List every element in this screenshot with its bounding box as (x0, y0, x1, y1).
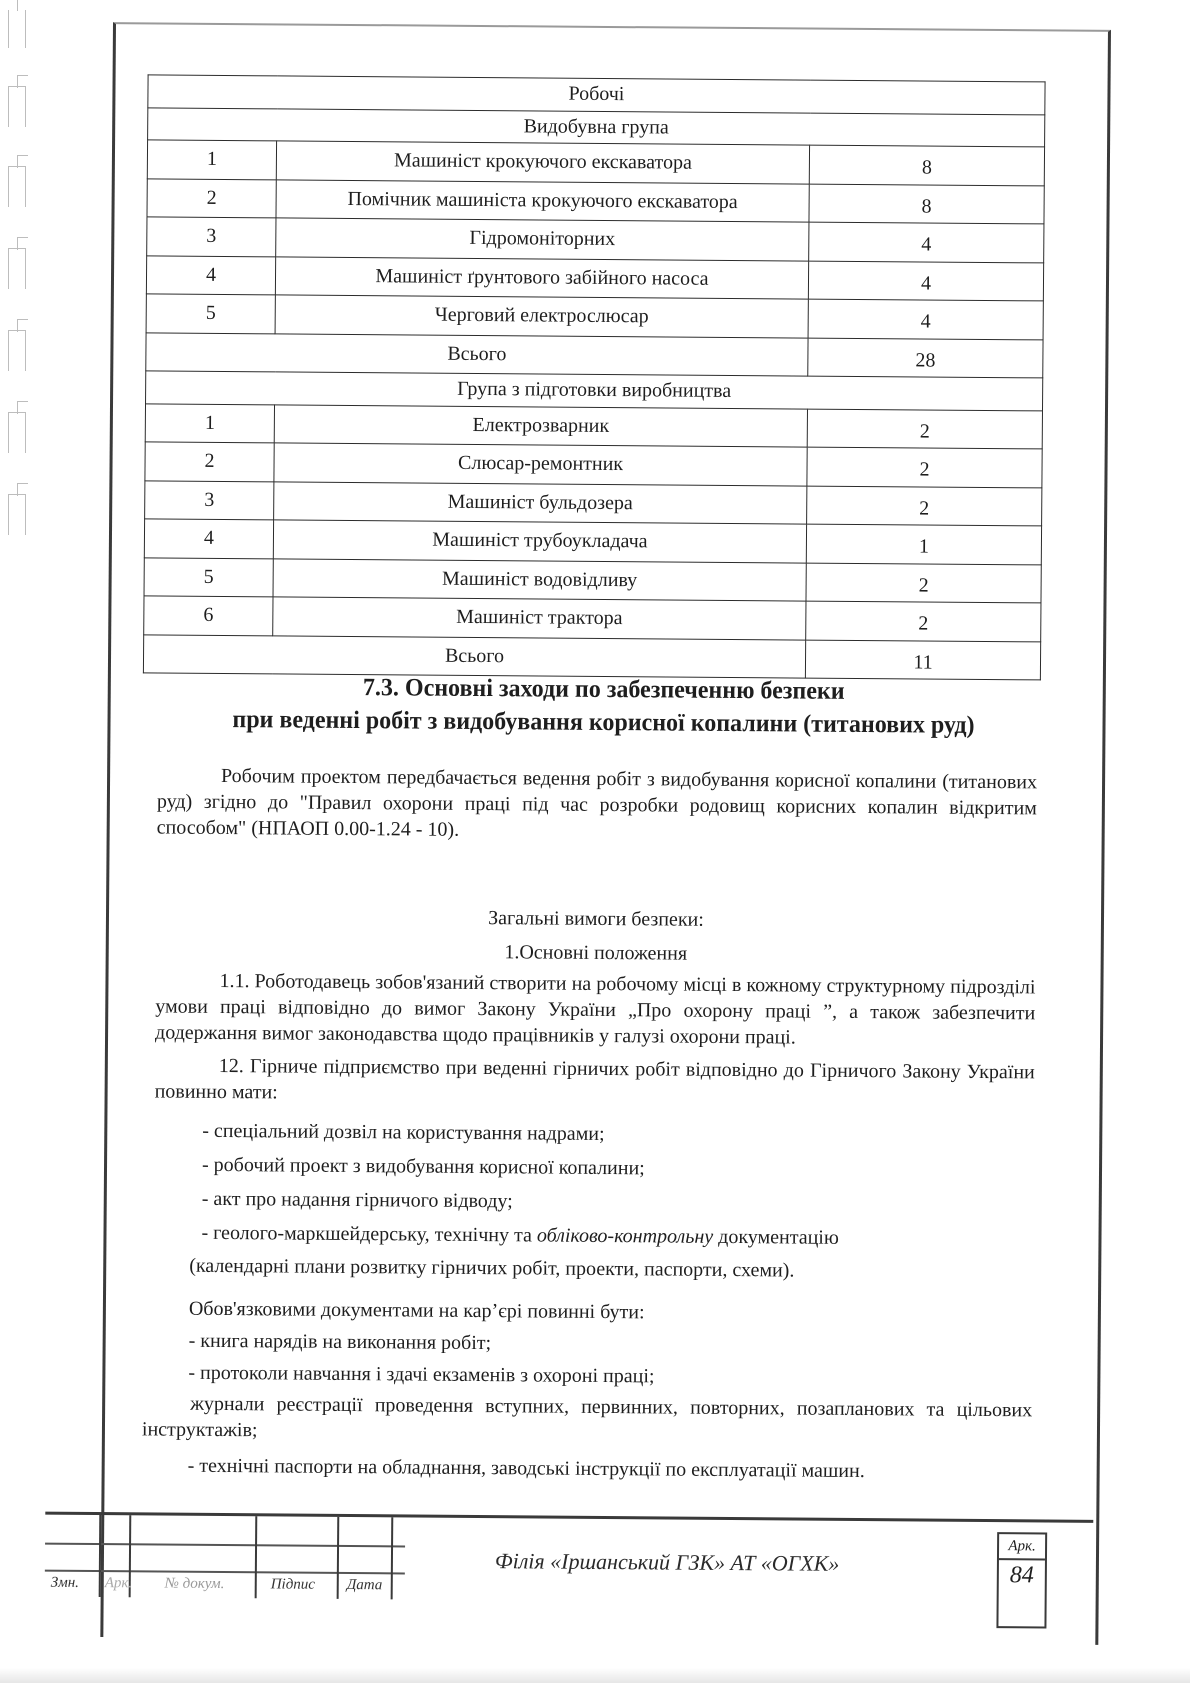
section-title-line1: 7.3. Основні заходи по забезпеченню безпеки (362, 674, 845, 705)
intro-paragraph: Робочим проектом передбачається ведення робіт з видобування корисної копалини (титанових руд) згідно до "Правил охорони праці під час розробки родовищ корисних копалин відкритим способом" (НПАОП 0.00-1.24 - 10). (156, 764, 1038, 841)
row-number: 4 (146, 255, 275, 295)
row-position: Машиніст трубоукладача (273, 520, 806, 563)
row-count: 2 (806, 601, 1041, 641)
binding-mark (8, 412, 26, 453)
row-count: 2 (807, 447, 1042, 487)
stamp-label-sheet: Арк. (104, 1575, 133, 1592)
row-position: Слюсар-ремонтник (274, 443, 807, 486)
list-item-text: документацію (713, 1225, 839, 1249)
list-item: - технічні паспорти на обладнання, заводські інструкції по експлуатації машин. (187, 1454, 865, 1483)
stamp-label-doc-number: № докум. (164, 1575, 225, 1593)
row-position: Машиніст трактора (273, 597, 806, 640)
stamp-label-change: Змн. (50, 1574, 80, 1591)
row-count: 4 (808, 299, 1043, 339)
title-block-stamp (44, 1512, 1093, 1629)
row-number: 5 (144, 557, 273, 597)
general-requirements-heading: Загальні вимоги безпеки: (488, 907, 704, 931)
binding-mark (8, 248, 26, 289)
row-number: 1 (145, 403, 274, 443)
list-item-text: - геолого-маркшейдерську, технічну та (201, 1221, 537, 1247)
scan-edge-shadow (0, 1668, 1190, 1683)
binding-mark (8, 166, 26, 207)
paragraph-1-1: 1.1. Роботодавець зобов'язаний створити на робочому місці в кожному структурному підрозділі умови праці відповідно до вимог Закону України „Про охорону праці ”, а також забезпечити додержання вимог законодавства щодо працівників у галузі охорони праці. (154, 969, 1036, 1049)
row-count: 8 (809, 145, 1044, 185)
row-number: 3 (145, 480, 274, 520)
row-number: 3 (147, 217, 276, 257)
table-header: Робочі (148, 75, 1045, 115)
row-count: 8 (809, 184, 1044, 224)
organization-name: Філія «Іршанський ГЗК» АТ «ОГХК» (494, 1548, 840, 1576)
total-label: Всього (143, 634, 805, 678)
journals-paragraph: журнали реєстрації проведення вступних, первинних, повторних, позапланових та цільових інструктажів; (141, 1392, 1033, 1442)
row-number: 6 (144, 596, 273, 636)
binding-mark (8, 86, 26, 127)
section-title-line2: при веденні робіт з видобування корисної копалини (титанових руд) (232, 706, 975, 739)
row-position: Черговий електрослюсар (275, 295, 808, 338)
sheet-number-box (996, 1532, 1047, 1628)
list-item-continuation: (календарні плани розвитку гірничих робіт, проекти, паспорти, схеми). (189, 1254, 795, 1282)
row-number: 5 (146, 294, 275, 334)
row-count: 2 (807, 409, 1042, 449)
list-item-italic-text: обліково-контрольну (536, 1224, 714, 1248)
total-label: Всього (146, 332, 808, 376)
row-number: 2 (145, 442, 274, 482)
binding-mark (8, 10, 26, 48)
row-number: 2 (147, 178, 276, 218)
binding-mark (8, 330, 26, 371)
row-position: Машиніст крокуючого екскаватора (276, 141, 809, 184)
list-item: - книга нарядів на виконання робіт; (188, 1329, 492, 1355)
total-value: 28 (808, 338, 1043, 378)
binding-mark (8, 494, 26, 535)
staff-table (143, 74, 1046, 680)
row-position: Машиніст водовідливу (273, 558, 806, 601)
section-title (127, 669, 1080, 742)
list-item: - акт про надання гірничого відводу; (201, 1187, 513, 1213)
row-count: 2 (806, 563, 1041, 603)
binding-marks (6, 0, 34, 1683)
sheet-label: Арк. (999, 1534, 1045, 1560)
row-position: Помічник машиніста крокуючого екскаватора (276, 179, 809, 222)
list-item: - протоколи навчання і здачі екзаменів з охороні праці; (188, 1361, 655, 1388)
group-title: Видобувна група (148, 107, 1045, 147)
row-position: Машиніст бульдозера (274, 481, 807, 524)
row-number: 4 (144, 519, 273, 559)
subsection-heading: 1.Основні положення (504, 941, 688, 965)
row-count: 1 (806, 524, 1041, 564)
list-item: - спеціальний дозвіл на користування надрами; (202, 1119, 605, 1145)
stamp-label-date: Дата (346, 1576, 383, 1594)
row-position: Машиніст ґрунтового забійного насоса (275, 256, 808, 299)
row-position: Гідромоніторних (276, 218, 809, 261)
documents-heading: Обов'язковими документами на кар’єрі повинні бути: (188, 1297, 645, 1324)
list-item: - робочий проект з видобування корисної копалини; (201, 1153, 645, 1180)
row-count: 4 (809, 222, 1044, 262)
row-count: 4 (808, 261, 1043, 301)
total-value: 11 (805, 640, 1040, 680)
list-item (201, 1220, 839, 1251)
row-position: Електрозварник (274, 404, 807, 447)
document-page (50, 22, 1105, 1643)
paragraph-12: 12. Гірниче підприємство при веденні гірничих робіт відповідно до Гірничого Закону України повинно мати: (154, 1054, 1035, 1104)
row-number: 1 (147, 140, 276, 180)
group-title: Група з підготовки виробництва (146, 371, 1043, 411)
sheet-number: 84 (1009, 1562, 1034, 1589)
stamp-label-signature: Підпис (270, 1576, 316, 1593)
row-count: 2 (807, 486, 1042, 526)
